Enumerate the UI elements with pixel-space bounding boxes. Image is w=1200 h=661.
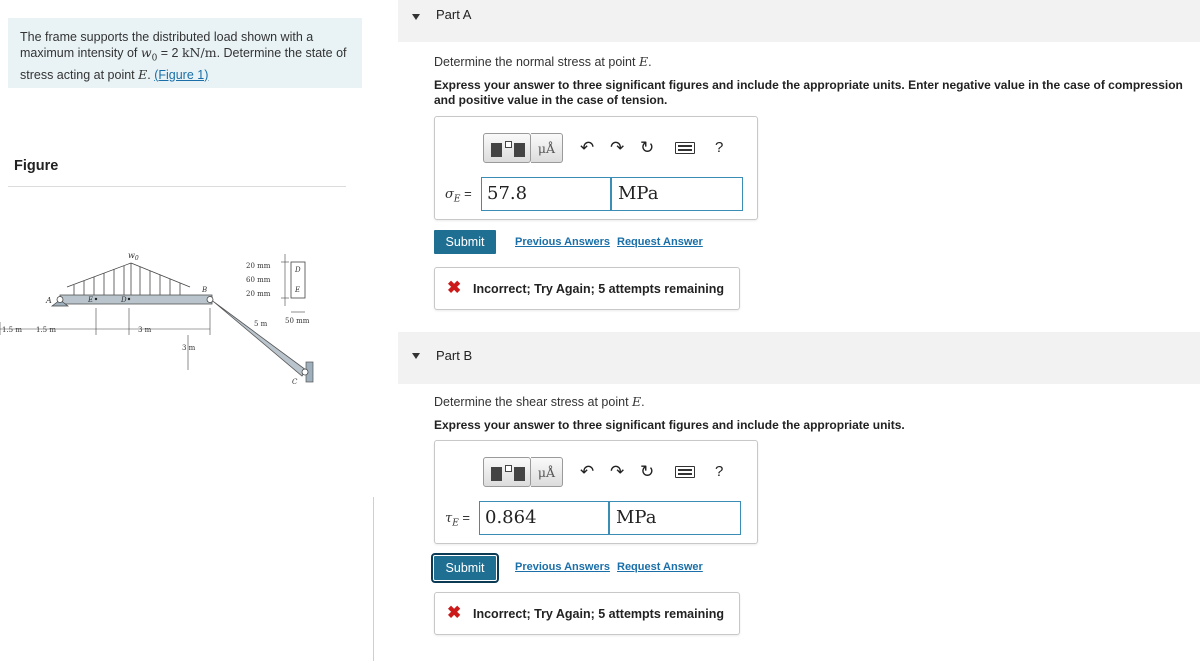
sigma-e-label: $\sigma_E$ = [445, 186, 472, 205]
part-a-title: Part A [436, 7, 472, 22]
undo-icon[interactable]: ↶ [580, 462, 595, 481]
sec-60: 60 mm [246, 276, 271, 284]
help-icon[interactable]: ? [715, 463, 724, 480]
part-b-instruction: Express your answer to three significant figures and include the appropriate units. [434, 418, 905, 432]
dim-3m-v: 3 m [182, 344, 196, 352]
part-a-previous-answers-link[interactable]: Previous Answers [515, 236, 610, 248]
part-b-question-text: Determine the shear stress at point [434, 395, 633, 409]
part-b-feedback [434, 592, 740, 635]
part-a-answer-row [445, 177, 745, 211]
redo-icon[interactable]: ↷ [610, 138, 625, 157]
dimension-lines [0, 308, 210, 370]
part-b-submit-button[interactable]: Submit [434, 556, 496, 580]
figure-heading: Figure [14, 158, 59, 174]
point-d [128, 298, 130, 300]
label-e: E [88, 296, 94, 304]
part-a-request-answer-link[interactable]: Request Answer [617, 236, 703, 248]
collapse-caret-icon[interactable] [412, 14, 420, 20]
part-b-unit-input[interactable]: MPa [609, 501, 741, 535]
reset-icon[interactable]: ↻ [640, 462, 655, 481]
pane-divider [373, 497, 374, 661]
label-d: D [121, 296, 127, 304]
part-b-title: Part B [436, 348, 473, 363]
part-a-question-suffix: . [648, 55, 652, 69]
part-a-value-input[interactable]: 57.8 [481, 177, 611, 211]
dim-1-5b: 1.5 m [36, 326, 56, 334]
part-a-feedback [434, 267, 740, 310]
help-icon[interactable]: ? [715, 139, 724, 156]
part-a-question-point: E [638, 54, 649, 69]
dim-3m-h: 3 m [138, 326, 152, 334]
sec-20-bot: 20 mm [246, 290, 271, 298]
units-icon[interactable]: μÅ [531, 133, 563, 163]
left-pane [0, 0, 372, 661]
part-a-unit-input[interactable]: MPa [611, 177, 743, 211]
problem-point: E [138, 66, 148, 82]
keyboard-icon[interactable] [675, 142, 695, 154]
label-c: C [292, 378, 298, 386]
keyboard-icon[interactable] [675, 466, 695, 478]
problem-statement [8, 18, 362, 88]
templates-icon[interactable] [483, 133, 531, 163]
part-a-toolbar [483, 133, 733, 163]
problem-period: . [147, 67, 155, 82]
part-b-previous-answers-link[interactable]: Previous Answers [515, 561, 610, 573]
error-x-icon: ✖ [447, 278, 462, 297]
error-x-icon: ✖ [447, 603, 462, 622]
frame-figure [2, 240, 330, 395]
part-b-answer-box [434, 440, 758, 544]
part-b-feedback-text: Incorrect; Try Again; 5 attempts remaining [473, 607, 724, 621]
sec-label-d: D [295, 266, 301, 274]
pin-c [302, 369, 308, 375]
sec-label-e: E [295, 286, 301, 294]
redo-icon[interactable]: ↷ [610, 462, 625, 481]
beam-ab [60, 295, 212, 304]
part-b-request-answer-link[interactable]: Request Answer [617, 561, 703, 573]
part-a-question [434, 54, 652, 69]
part-b-question [434, 394, 645, 409]
part-a-header[interactable] [398, 0, 1200, 42]
w0-label: $w_0$ [128, 251, 139, 262]
part-b-header[interactable] [398, 332, 1200, 384]
part-a-answer-box [434, 116, 758, 220]
pin-a-circle [57, 297, 63, 303]
problem-text-before: The frame supports the distributed load shown with a maximum intensity of [20, 30, 314, 60]
part-b-question-point: E [632, 394, 642, 409]
label-b: B [202, 286, 208, 294]
part-b-answer-row [445, 501, 745, 535]
part-a-feedback-text: Incorrect; Try Again; 5 attempts remaining [473, 282, 724, 296]
dim-1-5a: 1.5 m [2, 326, 22, 334]
w0-symbol: w [140, 45, 152, 60]
part-a-question-text: Determine the normal stress at point [434, 55, 639, 69]
pin-b [207, 297, 213, 303]
label-a: A [46, 296, 52, 305]
templates-icon[interactable] [483, 457, 531, 487]
part-b-value-input[interactable]: 0.864 [479, 501, 609, 535]
w0-value: = 2 [157, 46, 182, 60]
problem-text-after: . Determine the state of stress acting at point [20, 46, 347, 82]
w0-unit: kN/m [181, 45, 217, 60]
undo-icon[interactable]: ↶ [580, 138, 595, 157]
part-b-question-suffix: . [641, 395, 645, 409]
collapse-caret-icon[interactable] [412, 353, 420, 359]
dim-5m: 5 m [254, 320, 268, 328]
tau-e-label: $\tau_E$ = [445, 510, 470, 529]
sec-50: 50 mm [285, 317, 310, 325]
part-b-toolbar [483, 457, 733, 487]
reset-icon[interactable]: ↻ [640, 138, 655, 157]
distributed-load [67, 263, 190, 295]
part-a-submit-button[interactable]: Submit [434, 230, 496, 254]
member-bc [208, 297, 306, 376]
part-a-instruction: Express your answer to three significant figures and include the appropriate units. Enter negative value in the case of compression and positive value in the case of tension. [434, 78, 1183, 107]
point-e [95, 298, 97, 300]
figure-link[interactable]: (Figure 1) [154, 67, 209, 82]
sec-20-top: 20 mm [246, 262, 271, 270]
units-icon[interactable]: μÅ [531, 457, 563, 487]
figure-divider [8, 186, 346, 187]
w0-subscript: 0 [151, 53, 158, 64]
